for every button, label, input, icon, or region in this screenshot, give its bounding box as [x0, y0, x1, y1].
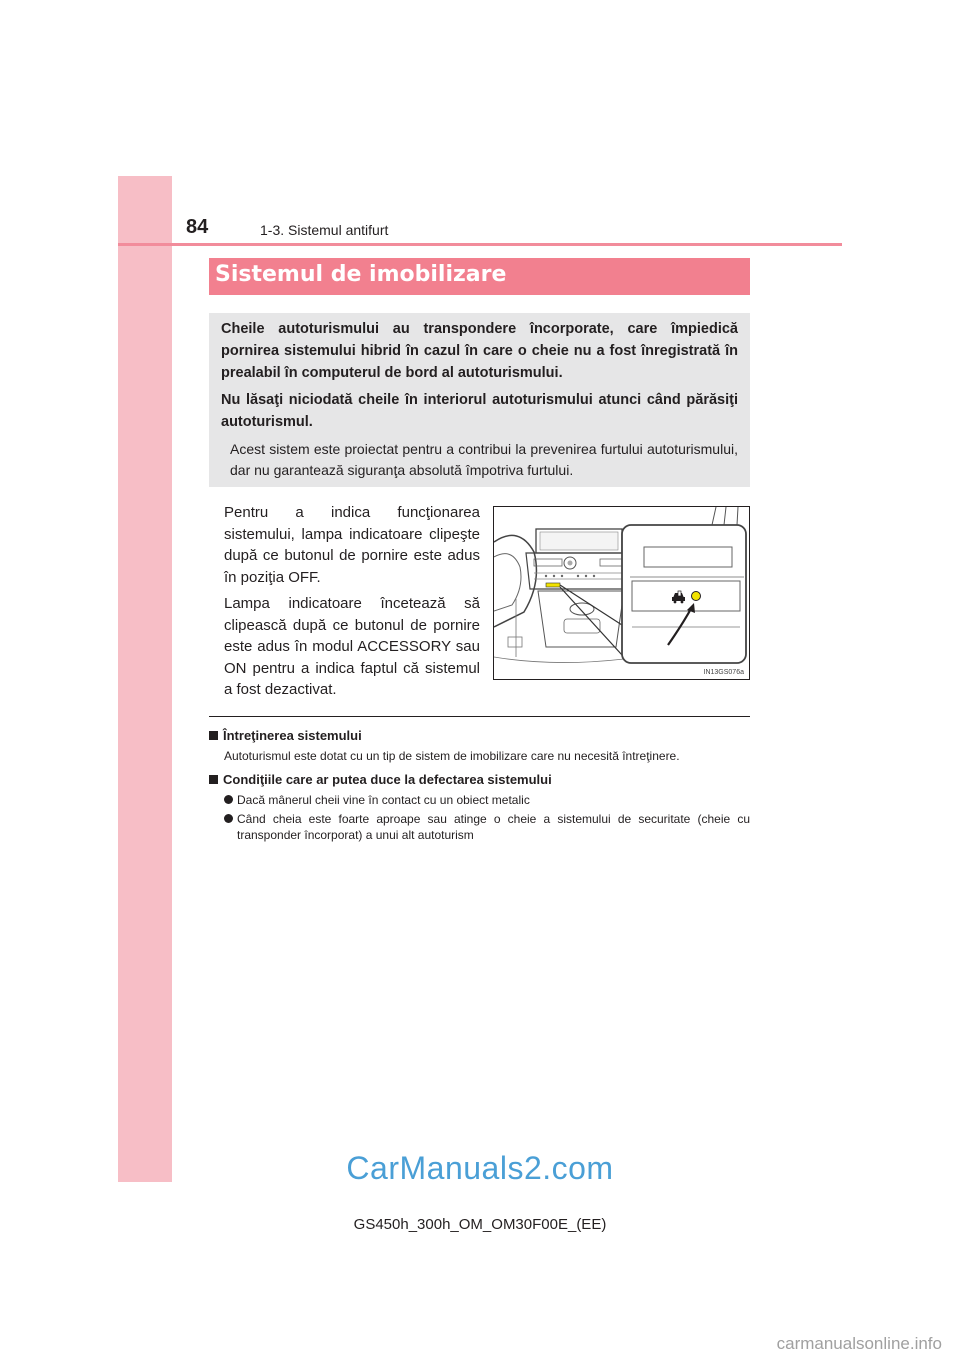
figure-code: IN13GS076a: [703, 669, 744, 676]
body-text: [224, 502, 480, 706]
malfunction-bullet-text: Dacă mânerul cheii vine în contact cu un obiect metalic: [237, 793, 530, 807]
source-watermark: carmanualsonline.info: [776, 1334, 942, 1353]
malfunction-title: Condiţiile care ar putea duce la defectarea sistemului: [223, 772, 552, 787]
side-band: [118, 176, 172, 1182]
circle-bullet-icon: [224, 814, 233, 823]
footer-code: GS450h_300h_OM_OM30F00E_(EE): [353, 1216, 607, 1233]
body-paragraph-2: Lampa indicatoare încetează să clipească după ce butonul de pornire este adus în modul ACCESSORY sau ON pentru a indica faptul că sistemul a fost dezactivat.: [224, 595, 480, 698]
watermark: CarManuals2.com: [346, 1150, 614, 1186]
intro-bold-paragraph-1: Cheile autoturismului au transpondere încorporate, care împiedică pornirea sistemului hibrid în cazul în care o cheie nu a fost înregistrată în prealabil în computerul de bord al autoturismului.: [221, 321, 738, 381]
intro-bold-paragraph-2: Nu lăsaţi niciodată cheile în interiorul autoturismului atunci când părăsiţi autoturismul.: [221, 392, 738, 430]
page-number: 84: [186, 216, 209, 238]
maintenance-title: Întreţinerea sistemului: [223, 728, 362, 743]
square-bullet-icon: [209, 731, 218, 740]
malfunction-bullet: [224, 792, 750, 808]
malfunction-bullet: [224, 811, 750, 843]
square-bullet-icon: [209, 775, 218, 784]
maintenance-heading: [209, 727, 750, 745]
body-paragraph-1: Pentru a indica funcţionarea sistemului, lampa indicatoare clipeşte după ce butonul de pornire este adus în poziţia OFF.: [224, 504, 480, 586]
header-rule: [118, 243, 842, 246]
circle-bullet-icon: [224, 795, 233, 804]
notes-rule: [209, 716, 750, 717]
malfunction-bullet-text: Când cheia este foarte aproape sau atinge o cheie a sistemului de securitate (cheie cu transponder încorporat) a unui alt autoturism: [237, 812, 750, 842]
malfunction-heading: [209, 771, 750, 789]
dashboard-illustration: [493, 506, 750, 680]
intro-box: [209, 313, 750, 487]
dashboard-drawing: [494, 507, 749, 679]
intro-note: Acest sistem este proiectat pentru a contribui la prevenirea furtului autoturismului, dar nu garantează siguranţa absolută împotriva furtului.: [230, 441, 738, 478]
section-title: Sistemul de imobilizare: [209, 258, 750, 295]
indicator-lamp: [692, 592, 701, 601]
running-head: 1-3. Sistemul antifurt: [260, 222, 389, 238]
maintenance-text: Autoturismul este dotat cu un tip de sistem de imobilizare care nu necesită întreţinere.: [224, 749, 680, 763]
notes-section: [209, 727, 750, 845]
